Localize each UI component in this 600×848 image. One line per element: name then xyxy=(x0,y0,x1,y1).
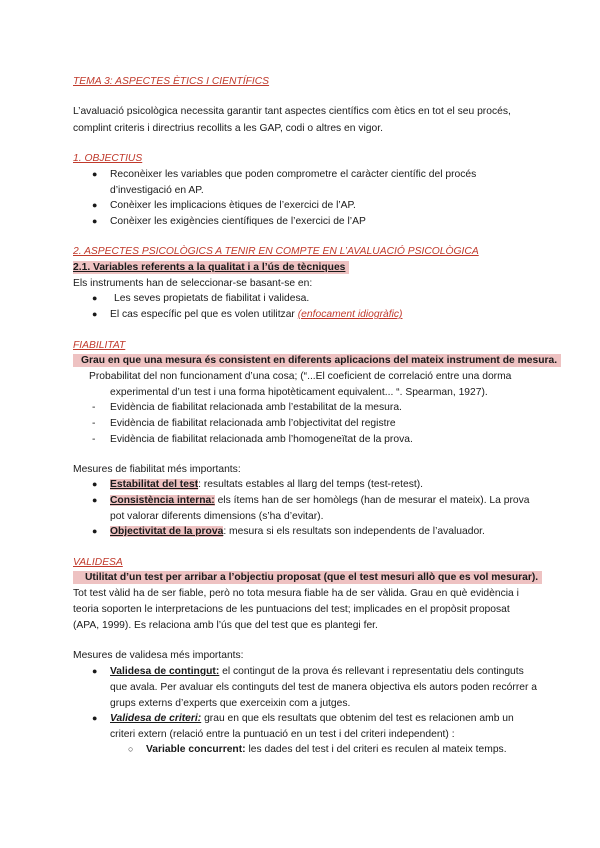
validesa-criteri xyxy=(110,712,514,725)
objectiu-1-line-2: d’investigació en AP. xyxy=(110,185,204,196)
bullet-icon: ● xyxy=(92,666,98,676)
criteri-propietats: Les seves propietats de fiabilitat i validesa. xyxy=(114,293,310,304)
bullet-icon: ● xyxy=(92,293,98,303)
mesura-consistencia xyxy=(110,494,530,507)
fiabilitat-quote-line-2: experimental d’un test i una forma hipotèticament equivalent... “. Spearman, 1927). xyxy=(110,387,488,398)
variable-concurrent xyxy=(146,743,507,756)
bullet-icon: ● xyxy=(92,495,98,505)
validesa-contingut xyxy=(110,665,524,678)
bullet-icon: ● xyxy=(92,479,98,489)
circle-bullet-icon: ○ xyxy=(128,744,134,754)
enfocament-idiografic-note: (enfocament idiogràfic) xyxy=(297,309,403,320)
criteri-cas-text: El cas específic pel que es volen utilitzar xyxy=(110,309,295,320)
fiabilitat-definition: Grau en que una mesura és consistent en diferents aplicacions del mateix instrument de mesura. xyxy=(73,354,561,367)
criteri-cas-especific xyxy=(110,308,402,321)
dash-icon: - xyxy=(92,418,96,429)
estabilitat-label: Estabilitat del test xyxy=(110,479,199,490)
concurrent-label: Variable concurrent: xyxy=(146,744,246,755)
bullet-icon: ● xyxy=(92,169,98,179)
intro-line-1: L’avaluació psicològica necessita garantir tant aspectes científics com ètics en tot el seu procés, xyxy=(73,106,511,117)
dash-icon: - xyxy=(92,434,96,445)
bullet-icon: ● xyxy=(92,216,98,226)
fiabilitat-measures-lead: Mesures de fiabilitat més importants: xyxy=(73,464,241,475)
criteri-label: Validesa de criteri: xyxy=(110,713,202,724)
validesa-measures-lead: Mesures de validesa més importants: xyxy=(73,650,244,661)
contingut-text: el contingut de la prova és rellevant i representatiu dels continguts xyxy=(219,666,524,677)
validesa-para-line-3: (APA, 1999). Es relaciona amb l’ús que del test que es plantegi fer. xyxy=(73,620,378,631)
contingut-line-2: que avala. Per avaluar els continguts del test de manera objectiva els autors poden recórrer a xyxy=(110,682,537,693)
consistencia-text: els ítems han de ser homòlegs (han de mesurar el mateix). La prova xyxy=(214,495,530,506)
bullet-icon: ● xyxy=(92,713,98,723)
criteri-text: grau en que els resultats que obtenim del test es relacionen amb un xyxy=(201,713,514,724)
contingut-label: Validesa de contingut: xyxy=(110,666,220,677)
consistencia-label: Consistència interna: xyxy=(110,495,215,506)
validesa-heading: VALIDESA xyxy=(73,557,123,568)
criteri-line-2: criteri extern (relació entre la puntuació en un test i del criteri independent) : xyxy=(110,729,455,740)
objectiu-3: Conèixer les exigències científiques de l’exercici de l’AP xyxy=(110,216,366,227)
validesa-para-line-2: teoria soporten le interpretacions de les puntuacions del test; implicades en el propòsit proposat xyxy=(73,604,510,615)
objectivitat-text: : mesura si els resultats son independents de l’avaluador. xyxy=(223,526,485,537)
bullet-icon: ● xyxy=(92,200,98,210)
evidencia-homogeneitat: Evidència de fiabilitat relacionada amb l’homogeneïtat de la prova. xyxy=(110,434,413,445)
contingut-line-3: grups externs d’experts que exerceixin com a jutges. xyxy=(110,698,351,709)
evidencia-estabilitat: Evidència de fiabilitat relacionada amb l’estabilitat de la mesura. xyxy=(110,402,402,413)
validesa-definition: Utilitat d’un test per arribar a l’objectiu proposat (que el test mesuri allò que es vol mesurar). xyxy=(73,571,542,584)
concurrent-text: les dades del test i del criteri es reculen al mateix temps. xyxy=(245,744,507,755)
objectiu-2: Conèixer les implicacions ètiques de l’exercici de l’AP. xyxy=(110,200,356,211)
instruments-lead: Els instruments han de seleccionar-se basant-se en: xyxy=(73,278,313,289)
validesa-para-line-1: Tot test vàlid ha de ser fiable, però no tota mesura fiable ha de ser vàlida. Grau en què evidència i xyxy=(73,588,519,599)
mesura-estabilitat xyxy=(110,478,423,491)
document-title: TEMA 3: ASPECTES ÈTICS I CIENTÍFICS xyxy=(73,76,270,87)
objectius-heading: 1. OBJECTIUS xyxy=(73,153,143,164)
bullet-icon: ● xyxy=(92,526,98,536)
consistencia-continuation: pot valorar diferents dimensions (s’ha d’evitar). xyxy=(110,511,324,522)
evidencia-objectivitat: Evidència de fiabilitat relacionada amb l’objectivitat del registre xyxy=(110,418,396,429)
estabilitat-text: : resultats estables al llarg del temps (test-retest). xyxy=(198,479,424,490)
dash-icon: - xyxy=(92,402,96,413)
mesura-objectivitat xyxy=(110,525,485,538)
fiabilitat-heading: FIABILITAT xyxy=(73,340,126,351)
section-2-heading: 2. ASPECTES PSICOLÒGICS A TENIR EN COMPTE EN L’AVALUACIÓ PSICOLÒGICA xyxy=(73,246,479,257)
objectivitat-label: Objectivitat de la prova xyxy=(110,526,224,537)
intro-line-2: complint criteris i directrius recollits a les GAP, codi o altres en vigor. xyxy=(73,123,383,134)
bullet-icon: ● xyxy=(92,309,98,319)
objectiu-1-line-1: Reconèixer les variables que poden comprometre el caràcter científic del procés xyxy=(110,169,477,180)
subsection-2-1-heading: 2.1. Variables referents a la qualitat i a l’ús de tècniques xyxy=(73,261,349,274)
fiabilitat-quote-line-1: Probabilitat del non funcionament d’una cosa; (“...El coeficient de correlació entre una dorma xyxy=(89,371,512,382)
